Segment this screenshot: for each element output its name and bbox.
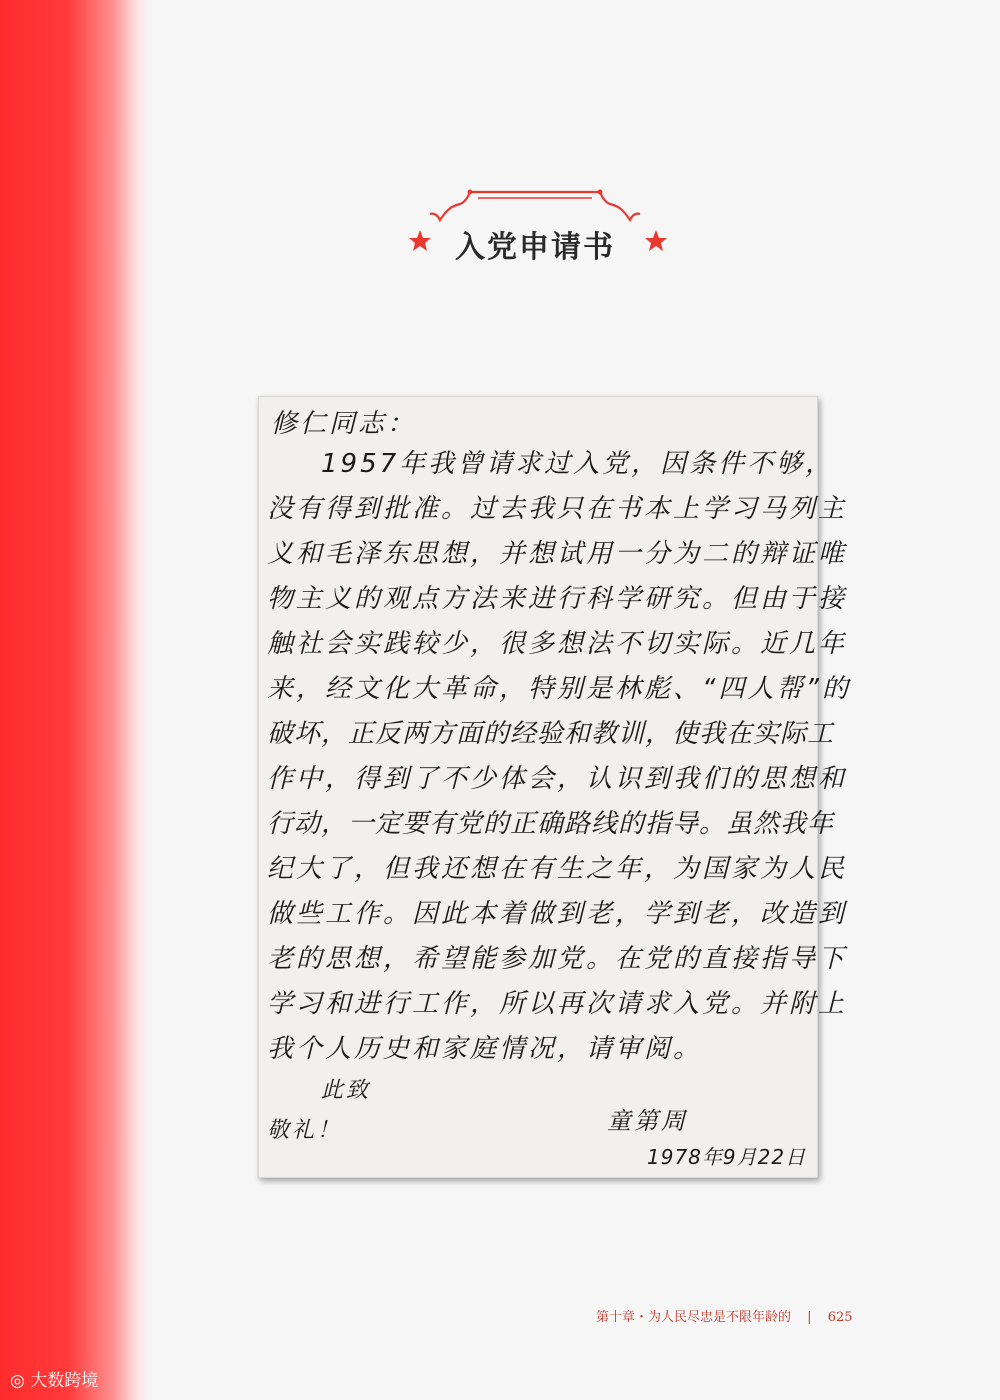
letter-line: 纪大了，但我还想在有生之年，为国家为人民 bbox=[267, 854, 848, 884]
watermark-text: 大数跨境 bbox=[30, 1371, 99, 1391]
letter-closing-2: 敬礼！ bbox=[267, 1118, 343, 1143]
page-footer bbox=[596, 1306, 853, 1325]
letter-line: 义和毛泽东思想，并想试用一分为二的辩证唯 bbox=[267, 539, 848, 569]
letter-line: 老的思想，希望能参加党。在党的直接指导下 bbox=[267, 944, 848, 974]
title-banner bbox=[400, 180, 670, 270]
letter-date: 1978年9月22日 bbox=[647, 1145, 807, 1169]
letter-salutation: 修仁同志： bbox=[271, 409, 417, 439]
letter-line: 学习和进行工作，所以再次请求入党。并附上 bbox=[267, 989, 848, 1019]
letter-line: 破坏，正反两方面的经验和教训，使我在实际工 bbox=[267, 719, 835, 749]
letter-line: 没有得到批准。过去我只在书本上学习马列主 bbox=[267, 494, 848, 524]
letter-line: 来，经文化大革命，特别是林彪、“四人帮”的 bbox=[267, 674, 851, 704]
letter-signature: 童第周 bbox=[607, 1107, 688, 1135]
watermark-icon: ◎ bbox=[10, 1371, 31, 1391]
letter-line: 我个人历史和家庭情况，请审阅。 bbox=[267, 1034, 703, 1064]
letter-line: 1957年我曾请求过入党，因条件不够， bbox=[321, 449, 835, 479]
letter-line: 做些工作。因此本着做到老，学到老，改造到 bbox=[267, 899, 848, 929]
watermark-logo bbox=[10, 1366, 98, 1391]
handwritten-letter bbox=[258, 396, 851, 1178]
letter-line: 触社会实践较少，很多想法不切实际。近几年 bbox=[267, 629, 848, 659]
letter-line: 物主义的观点方法来进行科学研究。但由于接 bbox=[267, 584, 848, 614]
letter-line: 行动，一定要有党的正确路线的指导。虽然我年 bbox=[267, 809, 835, 839]
footer-chapter: 第十章・为人民尽忠是不限年龄的 bbox=[596, 1310, 792, 1325]
red-side-band bbox=[0, 0, 150, 1400]
page-number: 625 bbox=[827, 1310, 853, 1325]
letter-closing-1: 此致 bbox=[321, 1078, 372, 1103]
letter-line: 作中，得到了不少体会，认识到我们的思想和 bbox=[267, 764, 848, 794]
footer-separator: | bbox=[807, 1310, 812, 1325]
page-title: 入党申请书 bbox=[455, 230, 615, 265]
